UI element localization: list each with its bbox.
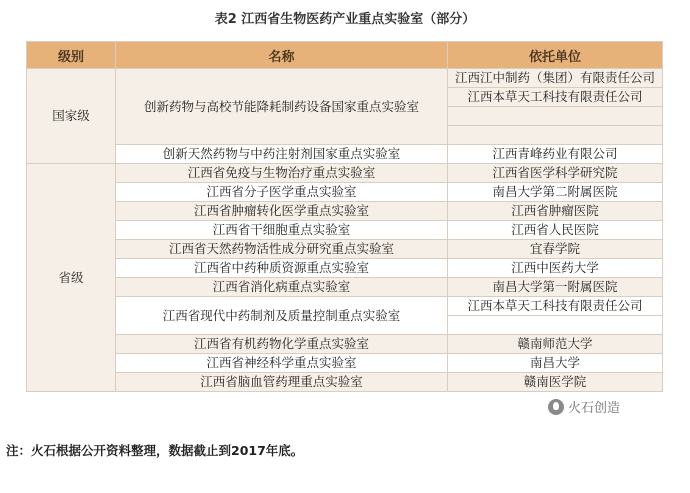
- unit-cell: 赣南师范大学: [448, 335, 663, 354]
- unit-cell-wrap: [448, 316, 663, 335]
- name-cell: 江西省有机药物化学重点实验室: [116, 335, 448, 354]
- unit-cell: 江西本草天工科技有限责任公司: [448, 297, 663, 316]
- table-row: [27, 202, 663, 221]
- unit-cell: 江西江中制药（集团）有限责任公司: [448, 69, 663, 88]
- table-row: [27, 183, 663, 202]
- name-cell: 江西省干细胞重点实验室: [116, 221, 448, 240]
- name-cell: 江西省消化病重点实验室: [116, 278, 448, 297]
- name-cell: 创新药物与高校节能降耗制药设备国家重点实验室: [116, 69, 448, 145]
- unit-cell: 江西青峰药业有限公司: [448, 145, 663, 164]
- name-cell: 江西省神经科学重点实验室: [116, 354, 448, 373]
- table-row: [27, 335, 663, 354]
- table-row: [27, 297, 663, 316]
- unit-cell: 赣南医学院: [448, 373, 663, 392]
- table-row: [27, 145, 663, 164]
- table-row: [27, 259, 663, 278]
- name-cell: 江西省肿瘤转化医学重点实验室: [116, 202, 448, 221]
- watermark-text: 火石创造: [568, 401, 621, 416]
- unit-cell: 江西中医药大学: [448, 259, 663, 278]
- table-row: [27, 69, 663, 88]
- header-row: [27, 42, 663, 69]
- unit-cell-wrap: [448, 107, 663, 126]
- unit-cell: 江西本草天工科技有限责任公司: [448, 88, 663, 107]
- flame-logo-icon: [548, 399, 564, 415]
- name-cell: 创新天然药物与中药注射剂国家重点实验室: [116, 145, 448, 164]
- unit-cell-wrap: [448, 126, 663, 145]
- unit-cell: 南昌大学第二附属医院: [448, 183, 663, 202]
- table-row: [27, 240, 663, 259]
- name-cell: 江西省免疫与生物治疗重点实验室: [116, 164, 448, 183]
- lab-table: [26, 41, 663, 392]
- unit-cell: 南昌大学第一附属医院: [448, 278, 663, 297]
- level-cell-national: 国家级: [27, 69, 116, 164]
- unit-cell: 南昌大学: [448, 354, 663, 373]
- name-cell: 江西省中药种质资源重点实验室: [116, 259, 448, 278]
- table-row: [27, 354, 663, 373]
- table-row: [27, 221, 663, 240]
- header-unit: 依托单位: [448, 42, 663, 69]
- name-cell: 江西省分子医学重点实验室: [116, 183, 448, 202]
- unit-cell: 江西省医学科学研究院: [448, 164, 663, 183]
- unit-cell: 江西省人民医院: [448, 221, 663, 240]
- header-name: 名称: [116, 42, 448, 69]
- table-row: [27, 373, 663, 392]
- table-title: 表2 江西省生物医药产业重点实验室（部分）: [214, 12, 476, 27]
- footnote: 注：火石根据公开资料整理，数据截止到2017年底。: [6, 443, 304, 458]
- level-cell-provincial: 省级: [27, 164, 116, 392]
- table-row: [27, 164, 663, 183]
- name-cell: 江西省现代中药制剂及质量控制重点实验室: [116, 297, 448, 335]
- unit-cell: 江西省肿瘤医院: [448, 202, 663, 221]
- unit-cell: 宜春学院: [448, 240, 663, 259]
- header-level: 级别: [27, 42, 116, 69]
- table-row: [27, 278, 663, 297]
- name-cell: 江西省脑血管药理重点实验室: [116, 373, 448, 392]
- watermark: [548, 397, 620, 416]
- name-cell: 江西省天然药物活性成分研究重点实验室: [116, 240, 448, 259]
